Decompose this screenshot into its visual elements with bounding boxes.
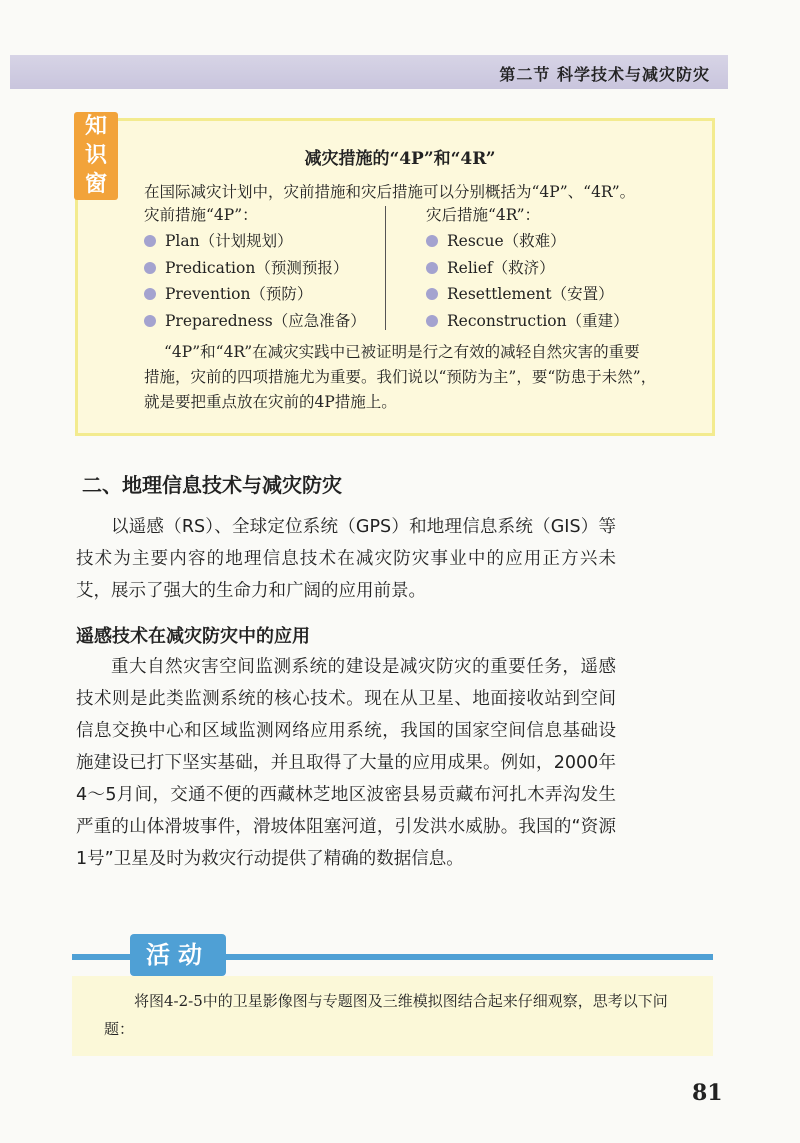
list-item: Preparedness（应急准备） [144,308,366,335]
tag-char: 窗 [84,172,107,197]
list-item: Relief（救济） [426,255,629,282]
paragraph-text: 以遥感（RS）、全球定位系统（GPS）和地理信息系统（GIS）等技术为主要内容的地理信息技术在减灾防灾事业中的应用正方兴未艾，展示了强大的生命力和广阔的应用前景。 [76,517,616,601]
bullet-icon [426,315,438,327]
bullet-icon [144,235,156,247]
column-divider [385,206,386,330]
post-disaster-heading: 灾后措施“4R”： [426,206,541,224]
list-item: Predication（预测预报） [144,255,366,282]
bullet-icon [426,262,438,274]
knowledge-window-note [144,340,699,415]
activity-label: 活动 [130,934,226,976]
note-line: 就是要把重点放在灾前的4P措施上。 [144,393,397,411]
list-item: Reconstruction（重建） [426,308,629,335]
bullet-icon [144,262,156,274]
remote-sensing-paragraph [76,651,616,875]
bullet-icon [426,235,438,247]
bullet-icon [144,315,156,327]
pre-disaster-column [144,202,366,334]
note-line: 措施，灾前的四项措施尤为重要。我们说以“预防为主”，要“防患于未然”， [144,368,657,386]
bullet-icon [426,288,438,300]
running-title: 第二节 科学技术与减灾防灾 [499,65,710,84]
bullet-icon [144,288,156,300]
knowledge-window-intro: 在国际减灾计划中，灾前措施和灾后措施可以分别概括为“4P”、“4R”。 [144,183,636,201]
knowledge-window-title: 减灾措施的“4P”和“4R” [304,149,496,169]
intro-paragraph [76,511,616,607]
paragraph-text: 重大自然灾害空间监测系统的建设是减灾防灾的重要任务，遥感技术则是此类监测系统的核心技术。现在从卫星、地面接收站到空间信息交换中心和区域监测网络应用系统，我国的国家空间信息基础设施建设已打下坚实基础，并且取得了大量的应用成果。例如，2000年4～5月间，交通不便的西藏林芝地区波密县易贡藏布河扎木弄沟发生严重的山体滑坡事件，滑坡体阻塞河道，引发洪水威胁。我国的“资源1号”卫星及时为救灾行动提供了精确的数据信息。 [76,657,616,869]
tag-char: 知 [84,114,107,139]
note-line: “4P”和“4R”在减灾实践中已被证明是行之有效的减轻自然灾害的重要 [164,343,640,361]
page-number: 81 [692,1080,723,1106]
list-item: Prevention（预防） [144,281,366,308]
pre-disaster-heading: 灾前措施“4P”： [144,206,258,224]
post-disaster-column [426,202,629,334]
subsection-heading: 遥感技术在减灾防灾中的应用 [76,626,310,647]
list-item: Plan（计划规划） [144,228,366,255]
list-item: Resettlement（安置） [426,281,629,308]
activity-text: 将图4-2-5中的卫星影像图与专题图及三维模拟图结合起来仔细观察，思考以下问题： [104,992,668,1038]
list-item: Rescue（救难） [426,228,629,255]
section-heading: 二、地理信息技术与减灾防灾 [82,473,342,497]
tag-char: 识 [84,143,107,168]
